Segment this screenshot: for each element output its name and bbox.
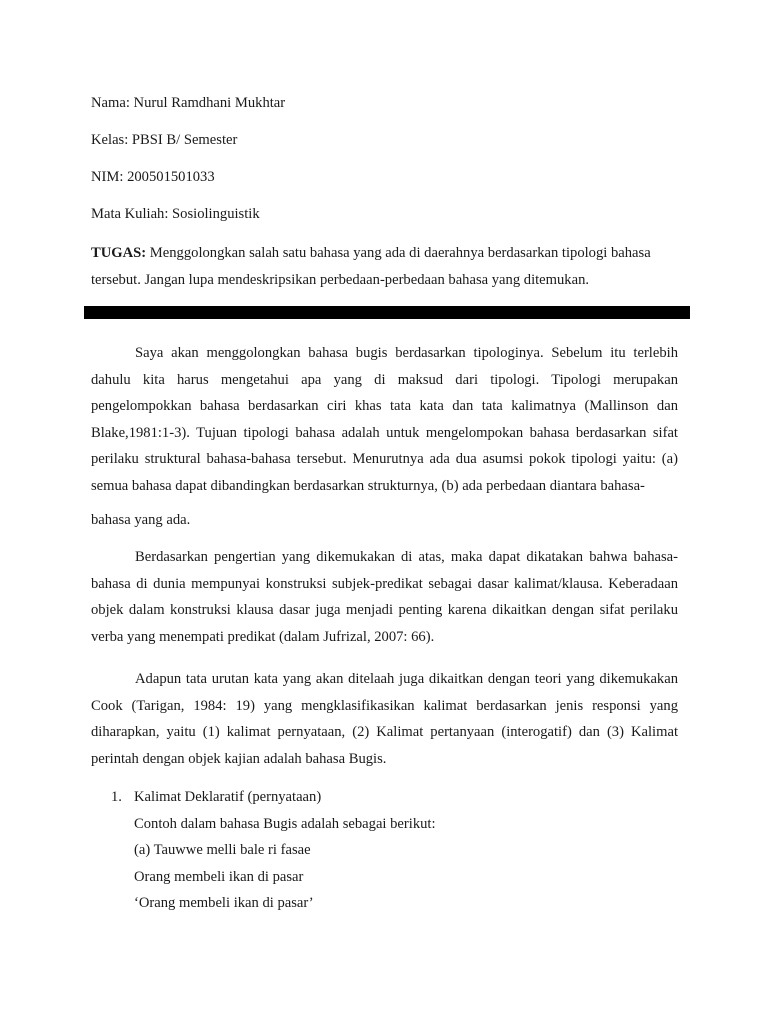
paragraph-3: Adapun tata urutan kata yang akan ditelaah juga dikaitkan dengan teori yang dikemukakan Cook (Tarigan, 1984: 19) yang mengklasifikasikan kalimat berdasarkan jenis responsi yang diharapkan, yaitu (1) kalimat pernyataan, (2) Kalimat pertanyaan (interogatif) dan (3) Kalimat perintah dengan objek kajian adalah bahasa Bugis.: [91, 671, 678, 767]
paragraph-1-tail: bahasa yang ada.: [91, 512, 191, 528]
class-info: Kelas: PBSI B/ Semester: [91, 132, 238, 148]
student-name: Nama: Nurul Ramdhani Mukhtar: [91, 95, 286, 111]
paragraph-2: Berdasarkan pengertian yang dikemukakan di atas, maka dapat dikatakan bahwa bahasa-bahasa di dunia mempunyai konstruksi subjek-predikat sebagai dasar kalimat/klausa. Keberadaan objek dalam konstruksi klausa dasar juga menjadi penting karena dikaitkan dengan sifat perilaku verba yang menempati predikat (dalam Jufrizal, 2007: 66).: [91, 549, 678, 645]
list-item-title: Kalimat Deklaratif (pernyataan): [134, 789, 322, 805]
paragraph-1-text: Saya akan menggolongkan bahasa bugis berdasarkan tipologinya. Sebelum itu terlebih dahulu kita harus mengetahui apa yang di maksud dari tipologi. Tipologi merupakan pengelompokkan bahasa berdasarkan ciri khas tata kata dan tata kalimatnya (Mallinson dan Blake,1981:1-3). Tujuan tipologi bahasa adalah untuk mengelompokan bahasa berdasarkan sifat perilaku struktural bahasa-bahasa tersebut. Menurutnya ada dua asumsi pokok tipologi yaitu: (a) semua bahasa dapat dibandingkan berdasarkan strukturnya, (b) ada perbedaan diantara bahasa-: [91, 345, 678, 494]
student-nim: NIM: 200501501033: [91, 169, 215, 185]
list-item-body: [134, 784, 678, 917]
example-gloss: Orang membeli ikan di pasar: [134, 868, 304, 885]
divider-bar: [84, 306, 690, 319]
task-label: TUGAS:: [91, 245, 147, 261]
task-statement: [91, 240, 691, 294]
example-intro: Contoh dalam bahasa Bugis adalah sebagai berikut:: [134, 815, 436, 832]
paragraph-1: [91, 340, 678, 534]
list-item-number: 1.: [111, 789, 122, 805]
task-text: Menggolongkan salah satu bahasa yang ada di daerahnya berdasarkan tipologi bahasa tersebut. Jangan lupa mendeskripsikan perbedaan-perbedaan bahasa yang ditemukan.: [91, 245, 651, 288]
list-item: [91, 784, 678, 917]
course-name: Mata Kuliah: Sosiolinguistik: [91, 206, 260, 222]
numbered-list: [91, 784, 678, 917]
example-translation: ‘Orang membeli ikan di pasar’: [134, 895, 314, 911]
example-sentence: (a) Tauwwe melli bale ri fasae: [134, 842, 311, 858]
